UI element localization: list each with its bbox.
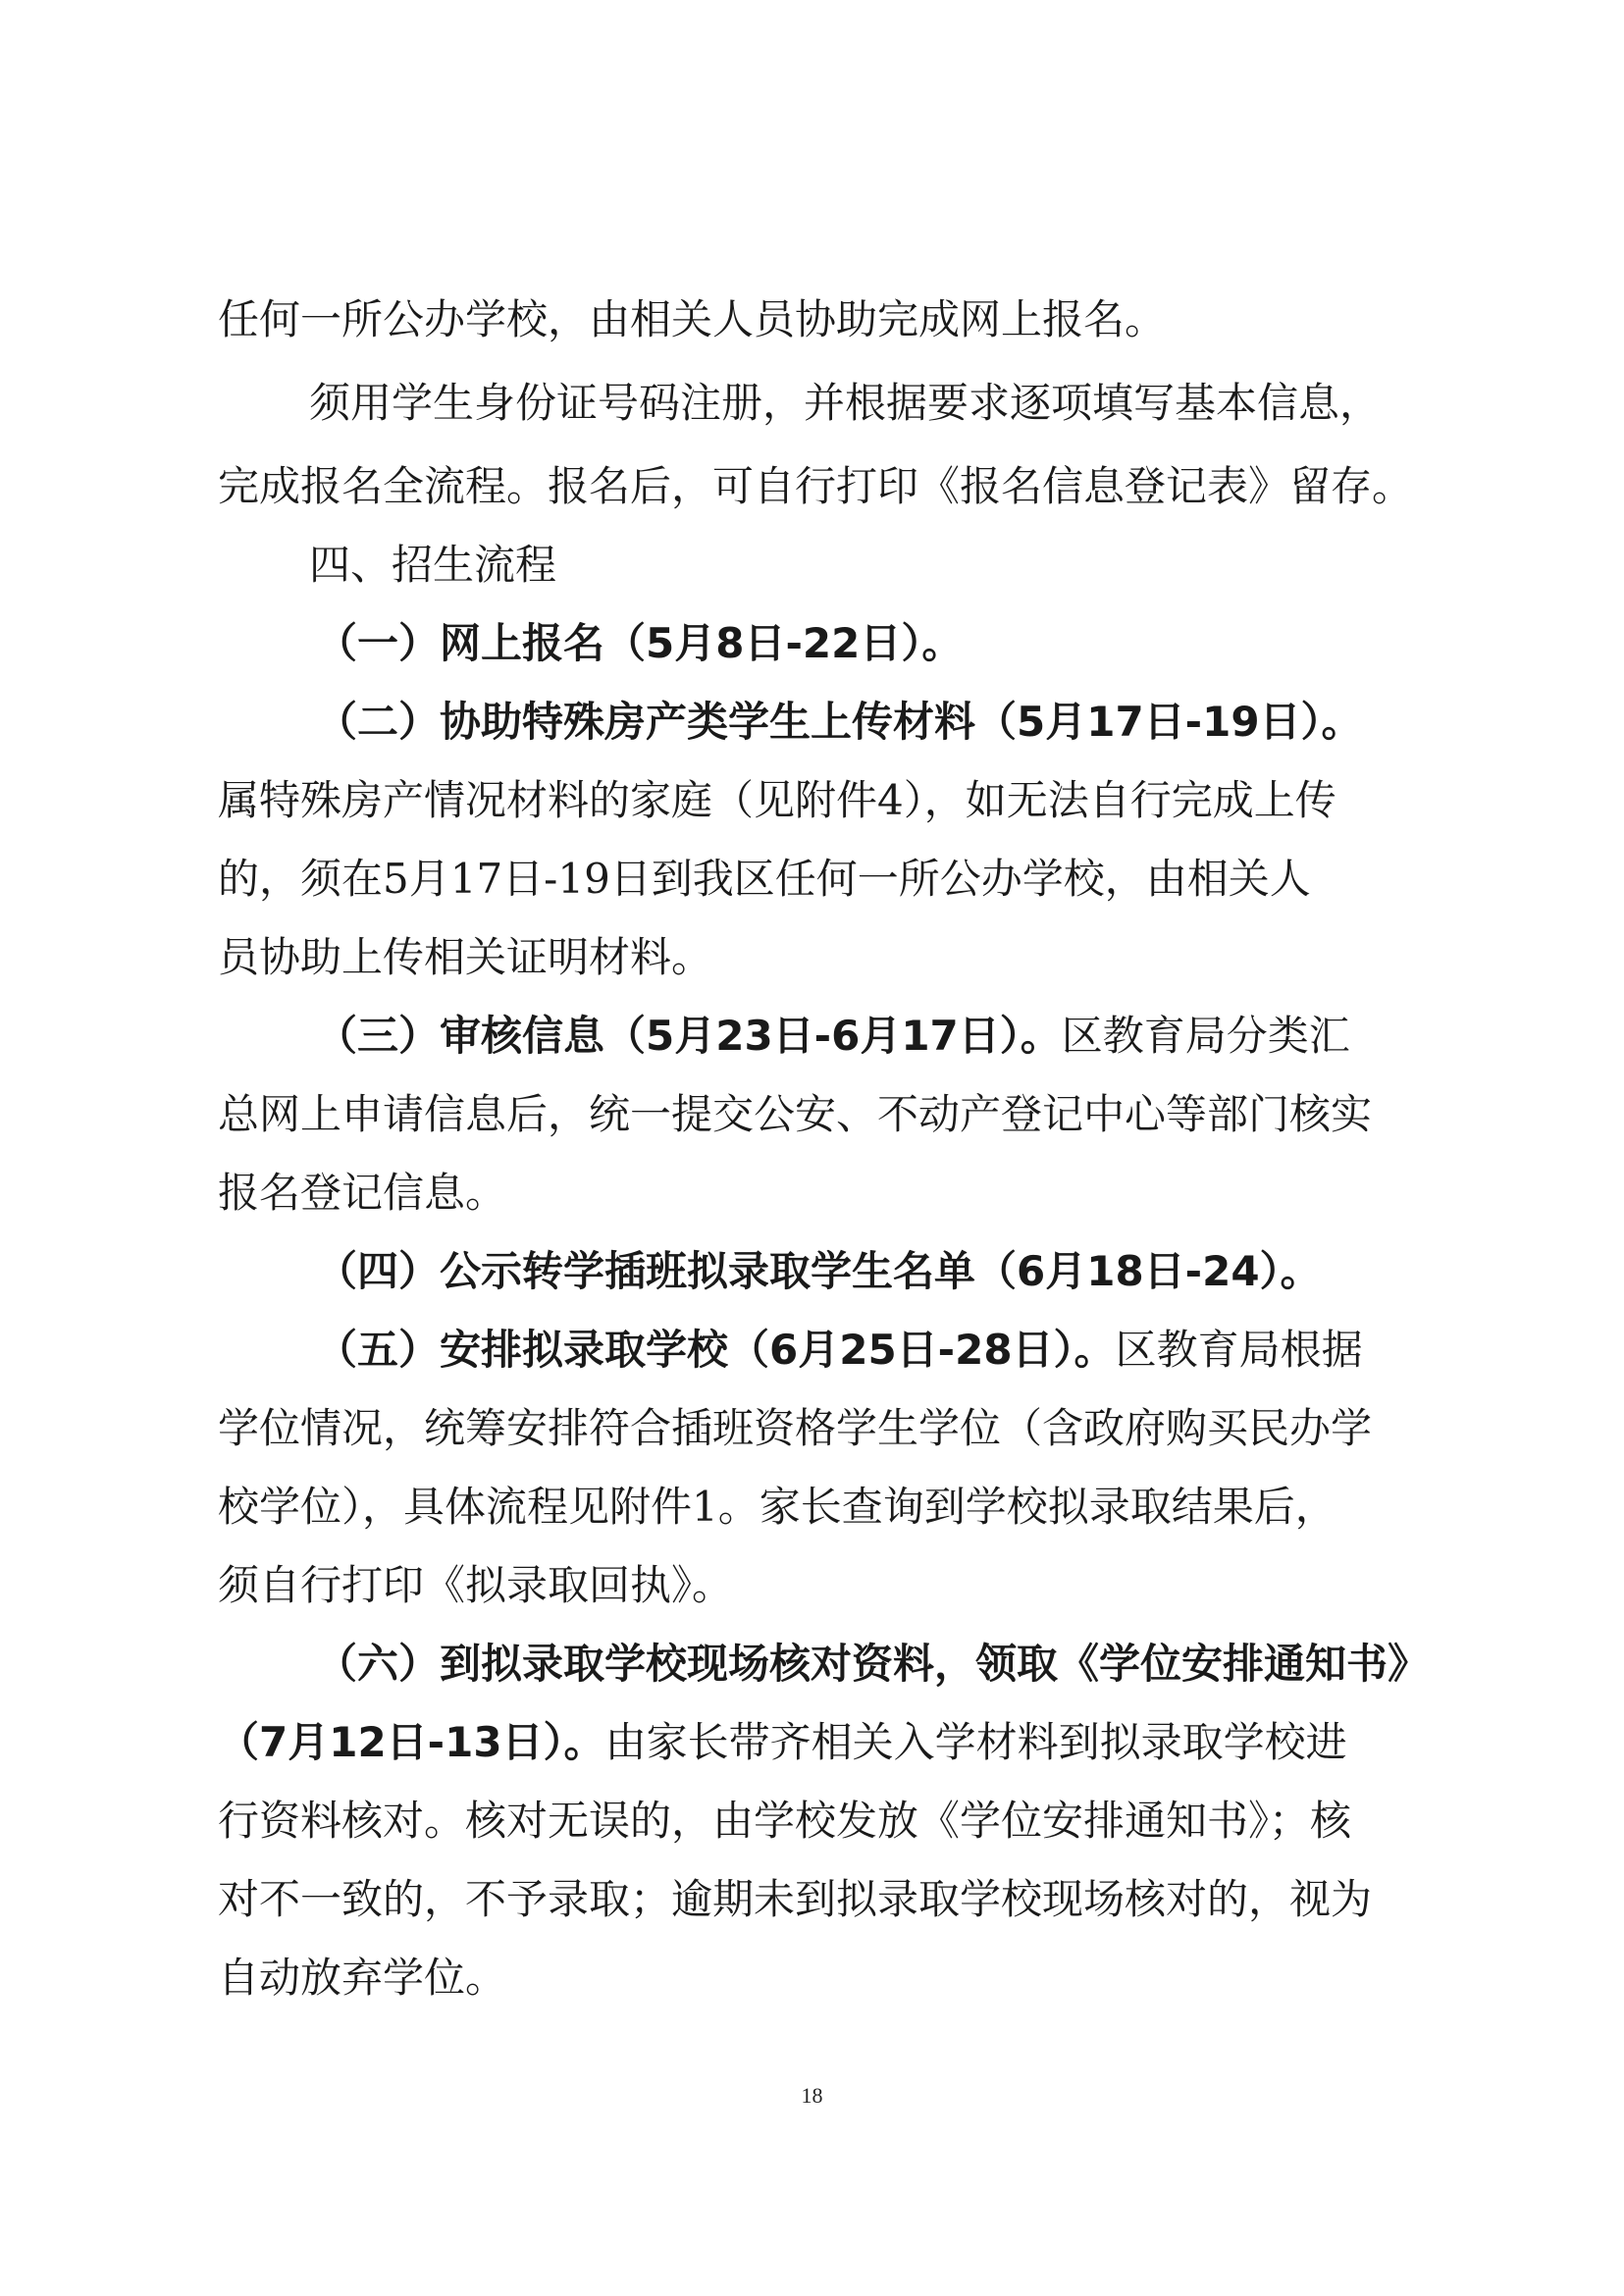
paragraph-line: 学位情况，统筹安排符合插班资格学生学位（含政府购买民办学	[218, 1404, 1373, 1452]
paragraph-line: 对不一致的，不予录取；逾期未到拟录取学校现场核对的，视为	[218, 1875, 1373, 1923]
subsection-heading: （一）网上报名（5月8日-22日）。	[316, 619, 964, 667]
paragraph-text: 区教育局分类汇	[1061, 1012, 1350, 1060]
paragraph-line: 完成报名全流程。报名后，可自行打印《报名信息登记表》留存。	[218, 462, 1414, 510]
paragraph-line: 员协助上传相关证明材料。	[218, 933, 713, 981]
paragraph-line: 校学位），具体流程见附件1。家长查询到学校拟录取结果后，	[218, 1483, 1336, 1531]
subsection-heading: （三）审核信息（5月23日-6月17日）。	[316, 1012, 1062, 1060]
subsection-heading: （二）协助特殊房产类学生上传材料（5月17日-19日）。	[316, 698, 1363, 746]
paragraph-line: 报名登记信息。	[218, 1169, 507, 1217]
subsection-heading: （四）公示转学插班拟录取学生名单（6月18日-24）。	[316, 1247, 1322, 1295]
paragraph-line	[316, 1325, 1533, 1376]
paragraph-line: 总网上申请信息后，统一提交公安、不动产登记中心等部门核实	[218, 1090, 1373, 1138]
paragraph-line: 行资料核对。核对无误的，由学校发放《学位安排通知书》；核	[218, 1797, 1352, 1845]
paragraph-line: 任何一所公办学校，由相关人员协助完成网上报名。	[218, 295, 1167, 343]
paragraph-line: 的，须在5月17日-19日到我区任何一所公办学校，由相关人	[218, 855, 1311, 903]
paragraph-line	[316, 1011, 1533, 1062]
page-number: 18	[801, 2083, 823, 2108]
paragraph-text: 区教育局根据	[1115, 1326, 1363, 1374]
paragraph-line: 属特殊房产情况材料的家庭（见附件4），如无法自行完成上传	[218, 776, 1336, 824]
paragraph-line	[218, 1717, 1435, 1768]
subsection-heading: （五）安排拟录取学校（6月25日-28日）。	[316, 1326, 1116, 1374]
subsection-heading: （7月12日-13日）。	[218, 1718, 605, 1766]
paragraph-line: 须用学生身份证号码注册，并根据要求逐项填写基本信息，	[309, 379, 1382, 427]
section-heading: 四、招生流程	[309, 541, 557, 589]
subsection-heading: （六）到拟录取学校现场核对资料，领取《学位安排通知书》	[316, 1640, 1430, 1688]
paragraph-text: 由家长带齐相关入学材料到拟录取学校进	[604, 1718, 1347, 1766]
paragraph-line: 自动放弃学位。	[218, 1954, 507, 2002]
paragraph-line: 须自行打印《拟录取回执》。	[218, 1561, 734, 1609]
